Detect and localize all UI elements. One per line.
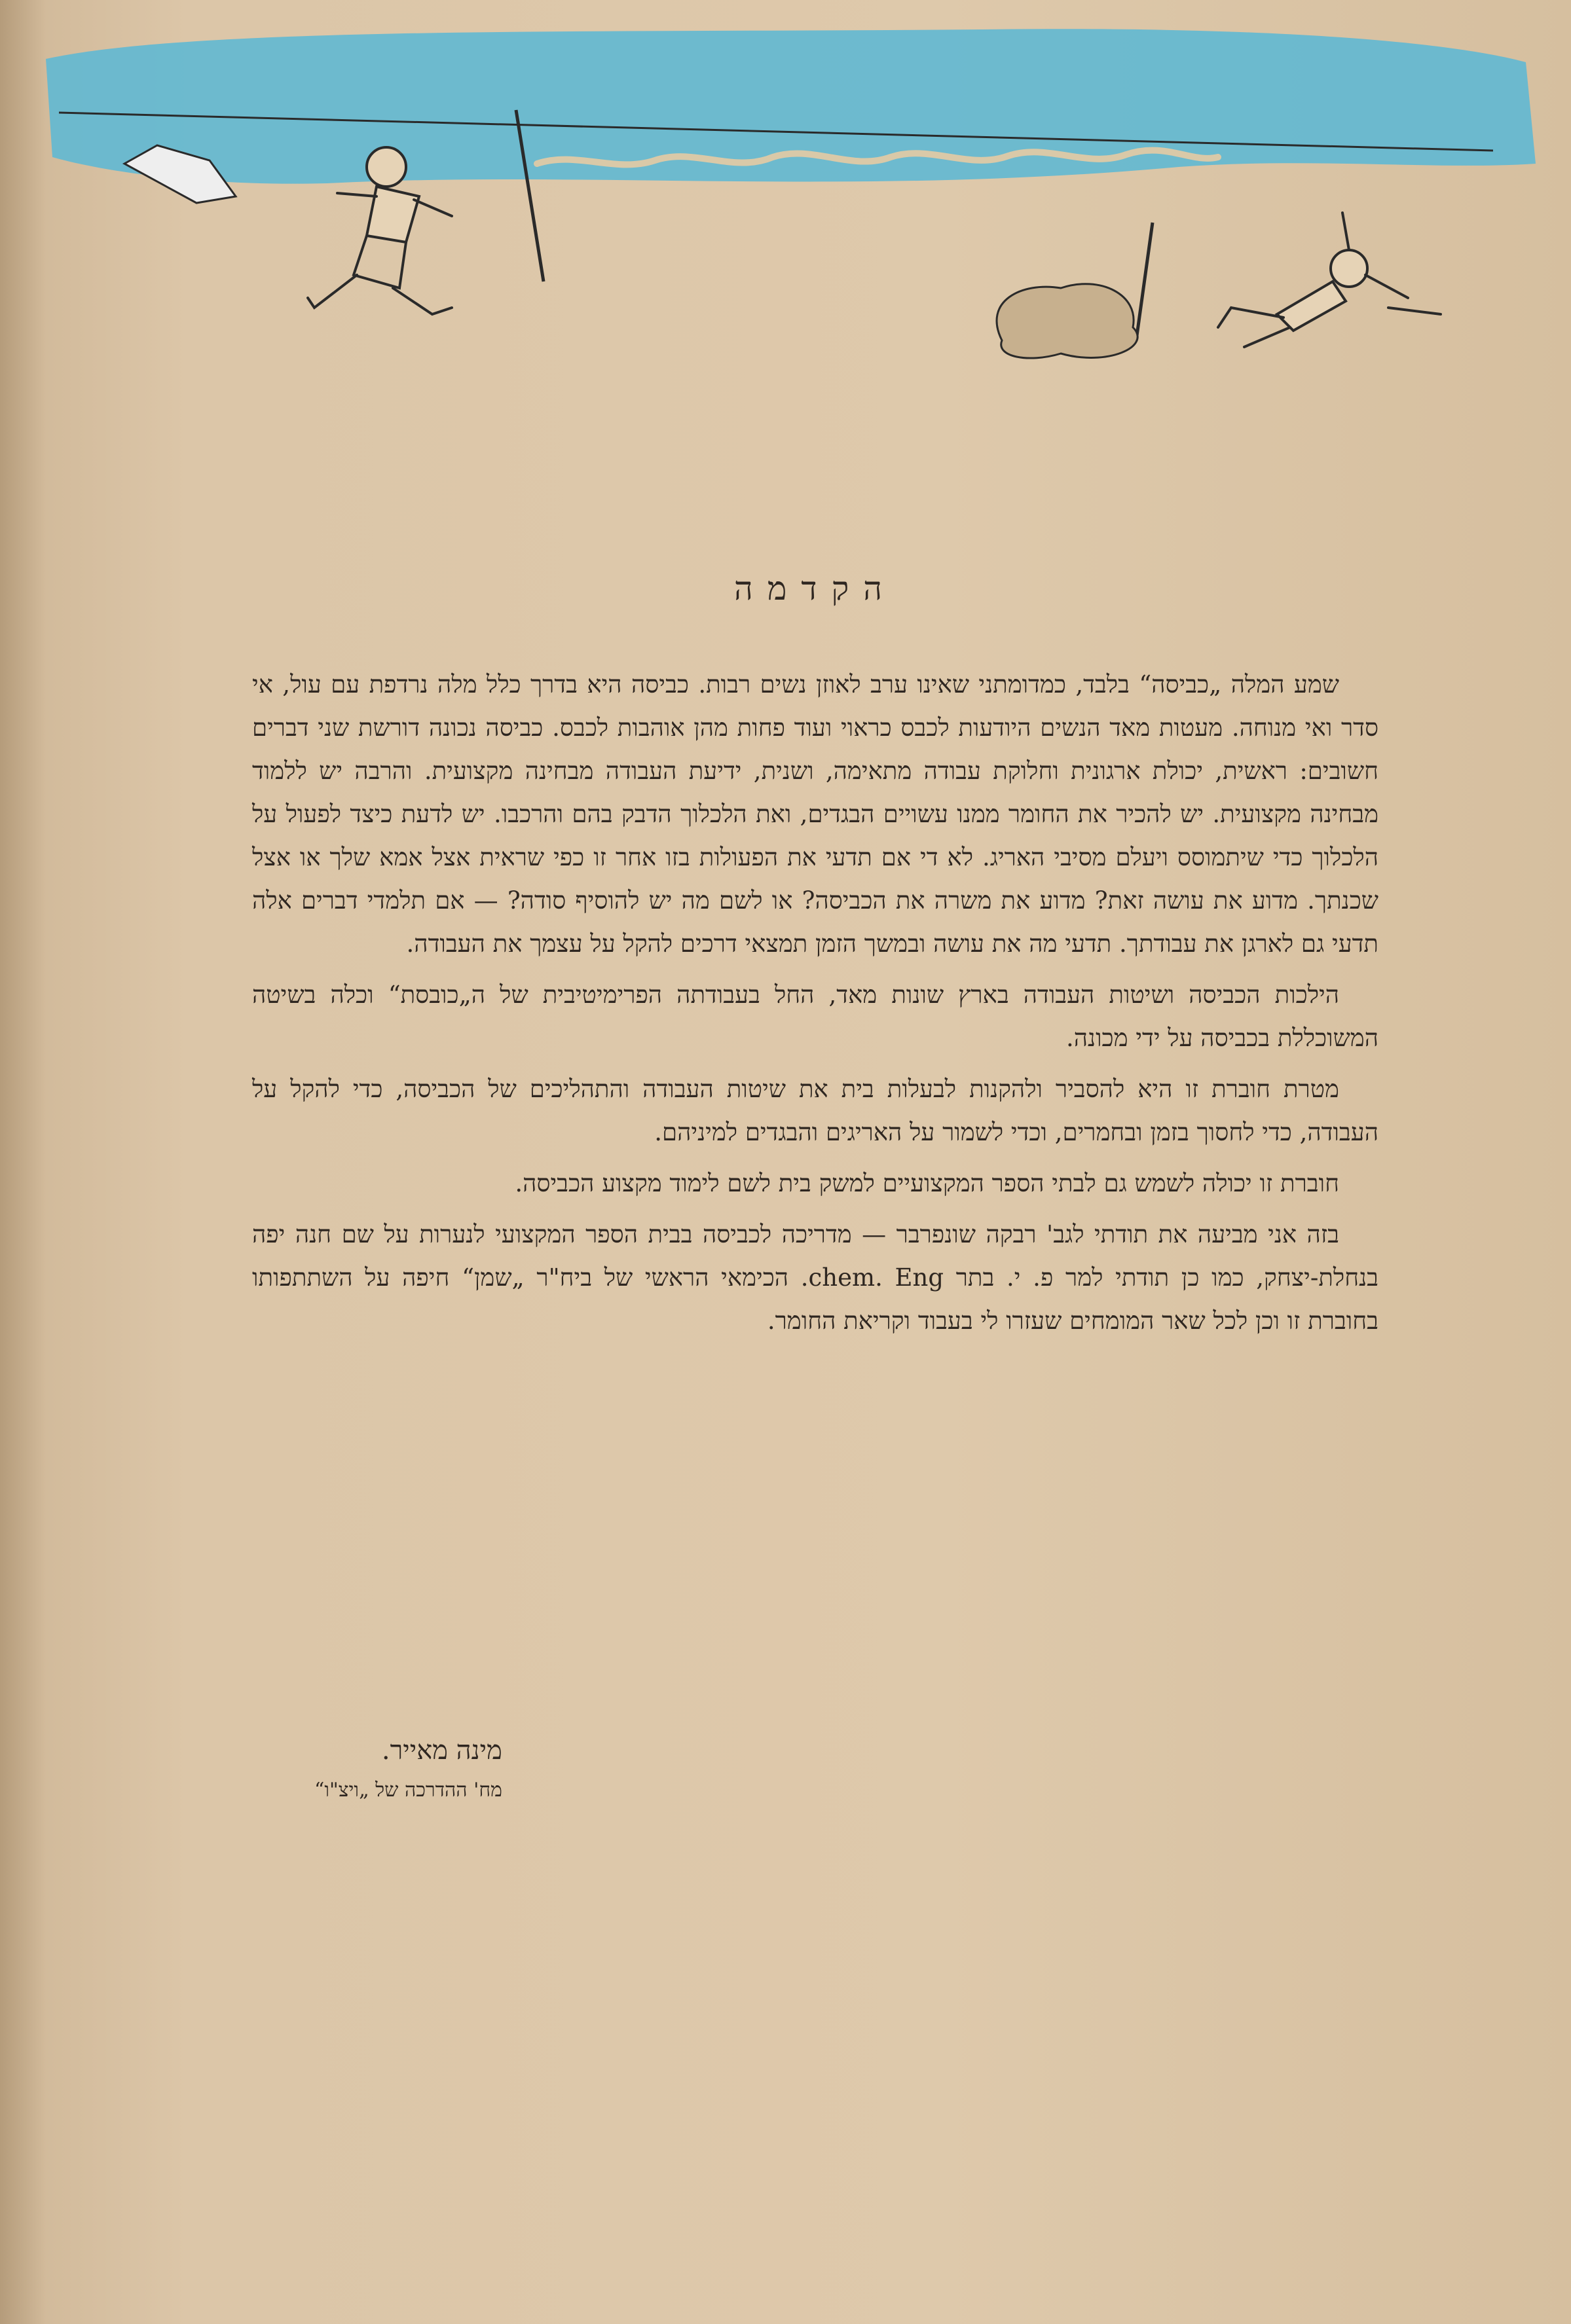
preface-content (252, 570, 1378, 1351)
paragraph-1: שמע המלה „כביסה“ בלבד, כמדומתני שאינו ערב לאוזן נשים רבות. כביסה היא בדרך כלל מלה נרדפת עם עול, אי סדר ואי מנוחה. מעטות מאד הנשים היודעות לכבס כראוי ועוד פחות מהן אוהבות לכבס. כביסה נכונה דורשת שני דברים חשובים: ראשית, יכולת ארגונית וחלוקת עבודה מתאימה, ושנית, ידיעת העבודה מבחינה מקצועית. והרבה יש ללמוד מבחינה מקצועית. יש להכיר את החומר ממנו עשויים הבגדים, ואת הלכלוך הדבק בהם והרכבו. יש לדעת כיצד לפעול על הלכלוך כדי שיתמוסס ויעלם מסיבי האריג. לא די אם תדעי את הפעולות בזו אחר זו כפי שראית אצל אמא שלך או אצל שכנתך. מדוע את עושה זאת? מדוע את משרה את הכביסה? או לשם מה יש להוסיף סודה? — אם תלמדי דברים אלה תדעי גם לארגן את עבודתך. תדעי מה את עושה ובמשך הזמן תמצאי דרכים להקל על עצמך את העבודה. (252, 670, 1378, 958)
paragraph-4: חוברת זו יכולה לשמש גם לבתי הספר המקצועיים למשק בית לשם לימוד מקצוע הכביסה. (515, 1169, 1339, 1197)
paragraph-2: הילכות הכביסה ושיטות העבודה בארץ שונות מאד, החל בעבודתה הפרימיטיבית של ה„כובסת“ וכלה בשיטה המשוכללת בכביסה על ידי מכונה. (252, 981, 1378, 1052)
blue-wash-band (46, 29, 1536, 183)
paragraph-3: מטרת חוברת זו היא להסביר ולהקנות לבעלות בית את שיטות העבודה והתהליכים של הכביסה, כדי להקל על העבודה, כדי לחסוך בזמן ובחמרים, וכדי לשמור על האריגים והבגדים למיניהם. (252, 1075, 1378, 1146)
paragraph-5: בזה אני מביעה את תודתי לגב' רבקה שונפרבר — מדריכה לכביסה בבית הספר המקצועי לנערות על שם חנה יפה בנחלת-יצחק, כמו כן תודתי למר פ. י. בתר chem. Eng. הכימאי הראשי של ביח"ר „שמן“ חיפה על השתתפותו בחוברת זו וכן לכל שאר המומחים שעזרו לי בעבוד וקריאת החומר. (252, 1220, 1378, 1335)
hurdle-post-right (1136, 223, 1153, 340)
signature-name: מינה מאייר. (381, 1735, 502, 1766)
header-illustration (0, 0, 1571, 406)
signature-block (314, 1735, 502, 1802)
falling-woman-figure (1218, 213, 1441, 347)
laundry-pile (997, 284, 1137, 358)
signature-role: מח' ההדרכה של „ויצ"ו“ (314, 1779, 502, 1802)
page-title: הקדמה (734, 570, 896, 608)
